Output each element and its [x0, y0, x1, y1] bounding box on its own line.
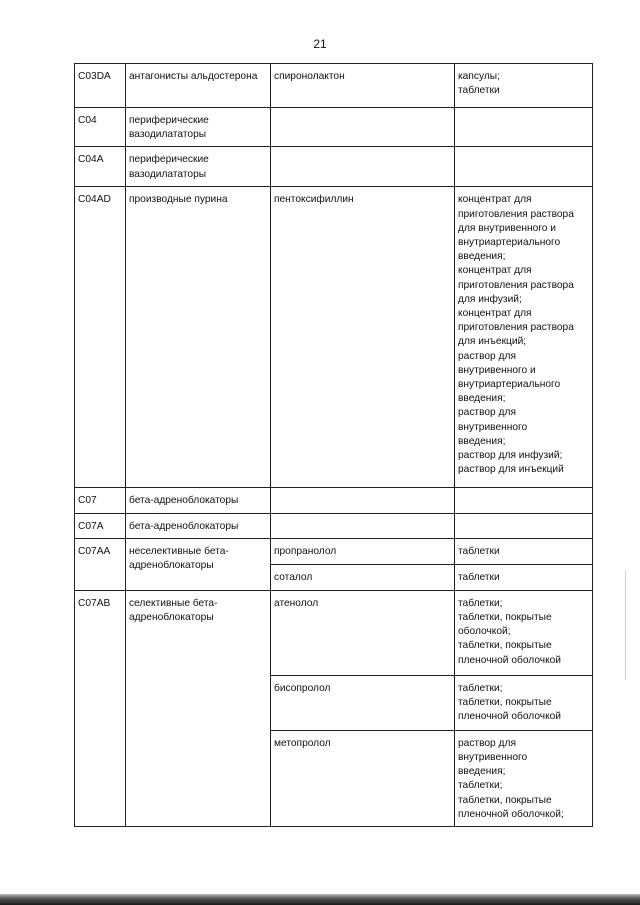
- table-row: [75, 108, 593, 147]
- atc-code-cell: C04: [75, 108, 126, 147]
- drug-name-cell: метопролол: [271, 730, 455, 826]
- group-name-cell: селективные бета- адреноблокаторы: [126, 590, 271, 826]
- atc-code-cell: C04AD: [75, 187, 126, 488]
- dosage-form-cell: [455, 108, 593, 147]
- drug-name-cell: [271, 108, 455, 147]
- table-row: [75, 488, 593, 513]
- dosage-form-cell: [455, 513, 593, 538]
- drug-name-cell: пентоксифиллин: [271, 187, 455, 488]
- group-name-cell: бета-адреноблокаторы: [126, 488, 271, 513]
- dosage-form-cell: капсулы; таблетки: [455, 64, 593, 108]
- drug-name-cell: спиронолактон: [271, 64, 455, 108]
- scan-margin-mark: [625, 570, 626, 680]
- atc-code-cell: C07: [75, 488, 126, 513]
- table-row: [75, 513, 593, 538]
- dosage-form-cell: концентрат для приготовления раствора для внутривенного и внутриартериального введения; концентрат для приготовления раствора для инфузий; концентрат для приготовления раствора для инъекций; раствор для внутривенного и внутриартериального введения; раствор для внутривенного введения; раствор для инфузий; раствор для инъекций: [455, 187, 593, 488]
- drug-name-cell: соталол: [271, 564, 455, 590]
- atc-code-cell: C07AA: [75, 538, 126, 590]
- dosage-form-cell: [455, 488, 593, 513]
- dosage-form-cell: таблетки: [455, 538, 593, 564]
- group-name-cell: периферические вазодилататоры: [126, 108, 271, 147]
- group-name-cell: неселективные бета- адреноблокаторы: [126, 538, 271, 590]
- atc-code-cell: C07AB: [75, 590, 126, 826]
- drug-name-cell: [271, 488, 455, 513]
- group-name-cell: периферические вазодилататоры: [126, 147, 271, 187]
- atc-code-cell: C03DA: [75, 64, 126, 108]
- drug-name-cell: [271, 147, 455, 187]
- drug-name-cell: [271, 513, 455, 538]
- group-name-cell: производные пурина: [126, 187, 271, 488]
- drug-name-cell: пропранолол: [271, 538, 455, 564]
- table-row: [75, 147, 593, 187]
- drug-name-cell: атенолол: [271, 590, 455, 675]
- dosage-form-cell: раствор для внутривенного введения; таблетки; таблетки, покрытые пленочной оболочкой;: [455, 730, 593, 826]
- table-row: [75, 590, 593, 675]
- table-row: [75, 64, 593, 108]
- table-row: [75, 187, 593, 488]
- dosage-form-cell: [455, 147, 593, 187]
- dosage-form-cell: таблетки; таблетки, покрытые пленочной оболочкой: [455, 675, 593, 730]
- drug-name-cell: бисопролол: [271, 675, 455, 730]
- atc-code-cell: C07A: [75, 513, 126, 538]
- scan-bottom-edge: [0, 894, 640, 905]
- table-row: [75, 538, 593, 564]
- group-name-cell: антагонисты альдостерона: [126, 64, 271, 108]
- dosage-form-cell: таблетки; таблетки, покрытые оболочкой; таблетки, покрытые пленочной оболочкой: [455, 590, 593, 675]
- drug-classification-table: [74, 63, 593, 827]
- page-number: 21: [313, 37, 327, 51]
- atc-code-cell: C04A: [75, 147, 126, 187]
- group-name-cell: бета-адреноблокаторы: [126, 513, 271, 538]
- dosage-form-cell: таблетки: [455, 564, 593, 590]
